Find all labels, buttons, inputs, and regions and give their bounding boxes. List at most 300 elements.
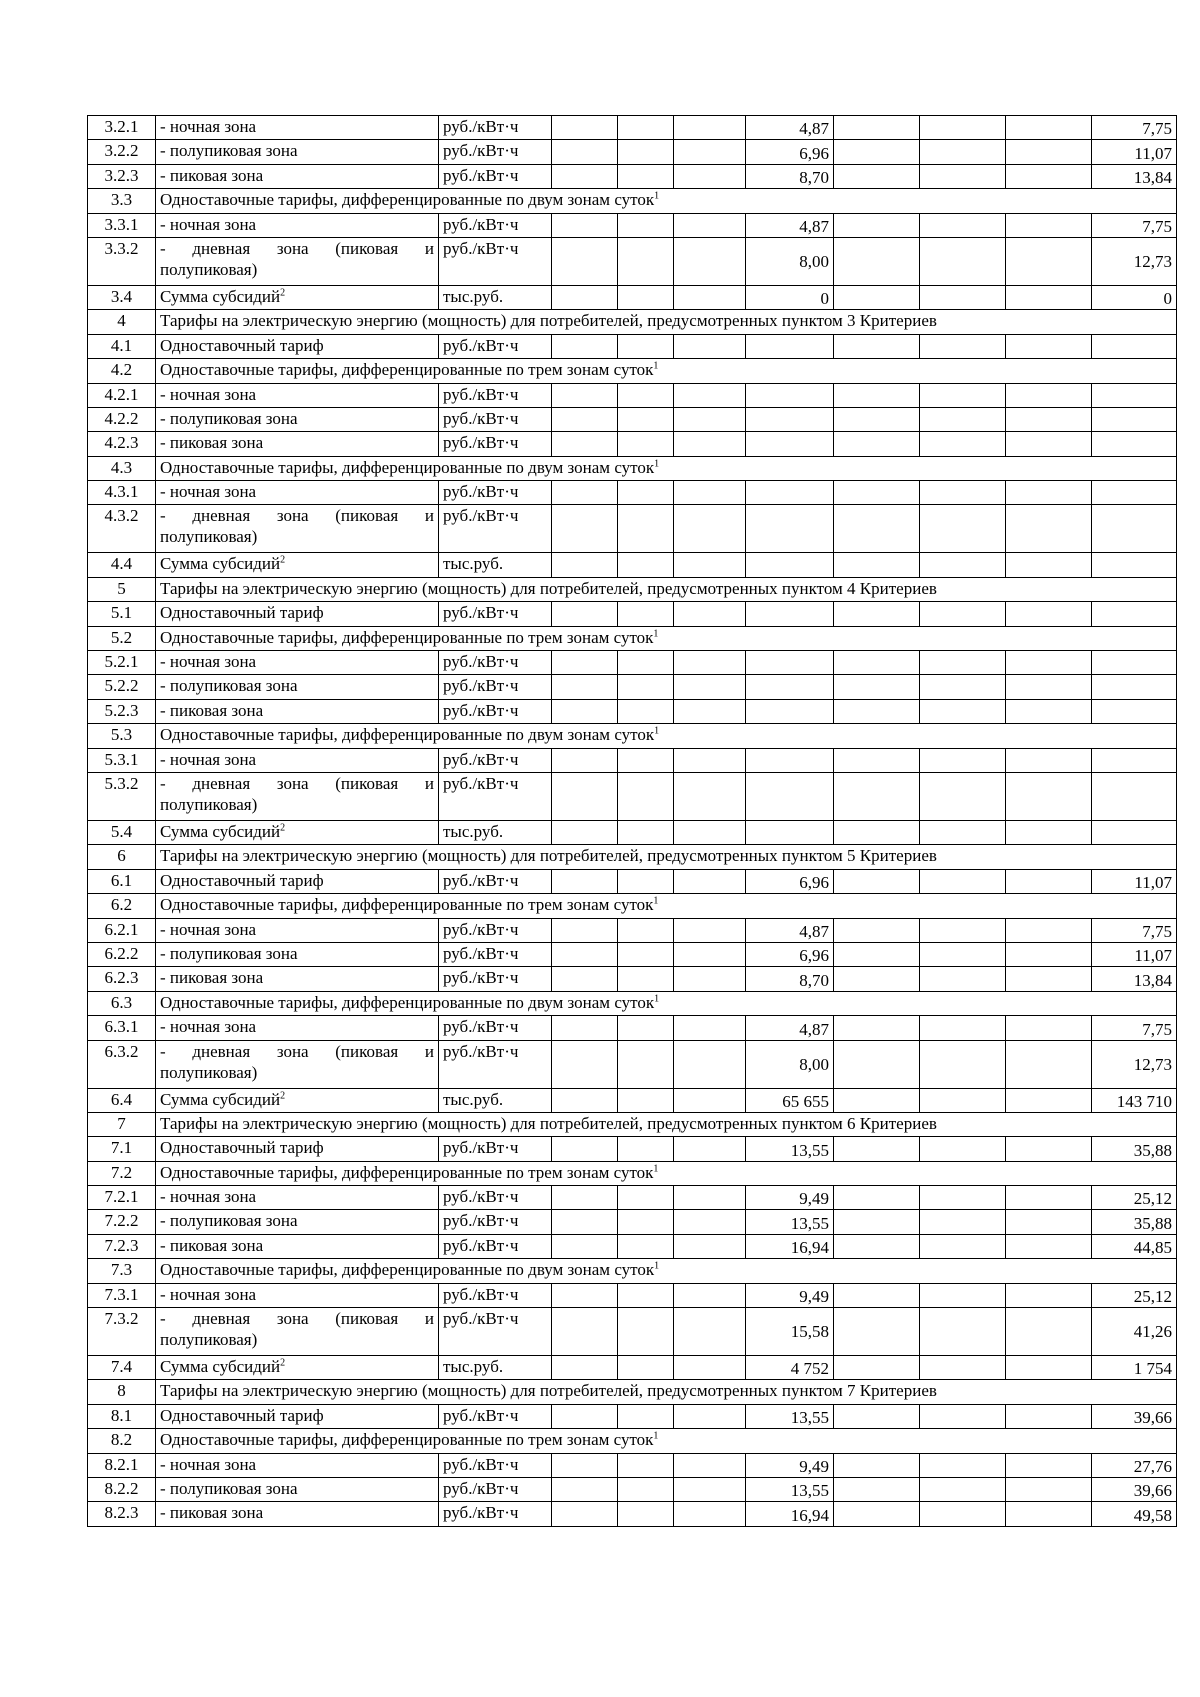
- empty-cell: [674, 1186, 746, 1210]
- empty-cell: [1006, 1477, 1092, 1501]
- empty-cell: [674, 651, 746, 675]
- empty-cell: [618, 237, 674, 285]
- row-description: [156, 1137, 439, 1161]
- row-description: [156, 1453, 439, 1477]
- row-description-text: - пиковая зона: [160, 1235, 264, 1255]
- value-cell-first: [746, 1210, 834, 1234]
- empty-cell: [920, 116, 1006, 140]
- section-title-text: Одноставочные тарифы, дифференцированные по двум зонам суток: [160, 457, 655, 477]
- unit-cell-text: руб./кВт·ч: [443, 1041, 519, 1061]
- empty-cell: [834, 1210, 920, 1234]
- unit-cell: [439, 748, 552, 772]
- empty-cell: [834, 1016, 920, 1040]
- section-row: [88, 1259, 1177, 1283]
- row-description-text: - полупиковая зона: [160, 1478, 298, 1498]
- value-cell-second-text: 143 710: [1116, 1091, 1172, 1111]
- table-row: [88, 213, 1177, 237]
- table-row: [88, 942, 1177, 966]
- section-title-text: Одноставочные тарифы, дифференцированные по трем зонам суток: [160, 1162, 654, 1182]
- unit-cell: [439, 1502, 552, 1526]
- row-number-text: 6.3: [110, 992, 133, 1012]
- unit-cell-text: руб./кВт·ч: [443, 1187, 519, 1207]
- empty-cell: [674, 237, 746, 285]
- value-cell-first-text: 13,55: [790, 1408, 829, 1428]
- table-row: [88, 1404, 1177, 1428]
- row-description: [156, 1234, 439, 1258]
- empty-cell: [674, 407, 746, 431]
- empty-cell: [552, 334, 618, 358]
- row-number-text: 4.3: [110, 457, 133, 477]
- row-description: [156, 334, 439, 358]
- value-cell-first-text: 4,87: [799, 119, 829, 139]
- value-cell-first: [746, 1502, 834, 1526]
- value-cell-second: [1092, 1186, 1177, 1210]
- empty-cell: [834, 553, 920, 577]
- unit-cell: [439, 1453, 552, 1477]
- unit-cell-text: руб./кВт·ч: [443, 773, 519, 793]
- row-number-text: 7.2.3: [104, 1235, 139, 1255]
- value-cell-first: [746, 820, 834, 844]
- row-number: [88, 918, 156, 942]
- section-title: [156, 894, 1177, 918]
- empty-cell: [618, 942, 674, 966]
- row-number: [88, 748, 156, 772]
- value-cell-second-text: 11,07: [1134, 873, 1172, 893]
- row-number-text: 5.3.1: [104, 749, 139, 769]
- row-number: [88, 869, 156, 893]
- section-title: [156, 991, 1177, 1015]
- unit-cell: [439, 1186, 552, 1210]
- unit-cell: [439, 1404, 552, 1428]
- table-row: [88, 334, 1177, 358]
- table-row: [88, 651, 1177, 675]
- section-row: [88, 577, 1177, 601]
- value-cell-second: [1092, 505, 1177, 553]
- empty-cell: [674, 675, 746, 699]
- row-description-text: - полупиковая зона: [160, 408, 298, 428]
- value-cell-first-text: 4 752: [790, 1359, 829, 1379]
- empty-cell: [920, 1040, 1006, 1088]
- empty-cell: [834, 481, 920, 505]
- section-title-text: Тарифы на электрическую энергию (мощность) для потребителей, предусмотренных пунктом 4 Критериев: [160, 578, 937, 598]
- row-number-text: 5.4: [110, 821, 133, 841]
- section-title-text: Тарифы на электрическую энергию (мощность) для потребителей, предусмотренных пунктом 6 Критериев: [160, 1113, 937, 1133]
- empty-cell: [618, 334, 674, 358]
- value-cell-first: [746, 116, 834, 140]
- unit-cell-text: руб./кВт·ч: [443, 165, 519, 185]
- value-cell-first-text: 13,55: [790, 1213, 829, 1233]
- empty-cell: [552, 285, 618, 309]
- section-row: [88, 359, 1177, 383]
- row-number: [88, 1453, 156, 1477]
- empty-cell: [674, 140, 746, 164]
- empty-cell: [1006, 432, 1092, 456]
- section-row: [88, 456, 1177, 480]
- table-row: [88, 1283, 1177, 1307]
- empty-cell: [552, 407, 618, 431]
- empty-cell: [552, 1404, 618, 1428]
- value-cell-first: [746, 675, 834, 699]
- unit-cell-text: руб./кВт·ч: [443, 1454, 519, 1474]
- empty-cell: [552, 1308, 618, 1356]
- table-row: [88, 869, 1177, 893]
- section-row: [88, 991, 1177, 1015]
- empty-cell: [674, 869, 746, 893]
- row-number-text: 8: [117, 1381, 126, 1401]
- table-row: [88, 1453, 1177, 1477]
- row-description-text: - дневная зона (пиковая и полупиковая): [160, 1309, 434, 1350]
- table-row: [88, 140, 1177, 164]
- table-row: [88, 285, 1177, 309]
- empty-cell: [920, 164, 1006, 188]
- value-cell-second-text: 13,84: [1133, 970, 1172, 990]
- empty-cell: [1006, 772, 1092, 820]
- value-cell-first: [746, 334, 834, 358]
- empty-cell: [552, 1502, 618, 1526]
- empty-cell: [834, 869, 920, 893]
- empty-cell: [618, 651, 674, 675]
- value-cell-second: [1092, 675, 1177, 699]
- empty-cell: [920, 1016, 1006, 1040]
- unit-cell-text: тыс.руб.: [443, 286, 504, 306]
- row-number-text: 6.3.2: [104, 1041, 139, 1061]
- row-number-text: 7.2.1: [104, 1187, 139, 1207]
- section-row: [88, 1380, 1177, 1404]
- empty-cell: [834, 1283, 920, 1307]
- empty-cell: [618, 1477, 674, 1501]
- unit-cell-text: руб./кВт·ч: [443, 408, 519, 428]
- empty-cell: [920, 1210, 1006, 1234]
- empty-cell: [674, 699, 746, 723]
- empty-cell: [920, 675, 1006, 699]
- row-number: [88, 407, 156, 431]
- row-number: [88, 724, 156, 748]
- value-cell-first: [746, 505, 834, 553]
- table-row: [88, 1234, 1177, 1258]
- row-description: [156, 140, 439, 164]
- empty-cell: [552, 1477, 618, 1501]
- empty-cell: [834, 237, 920, 285]
- section-title: [156, 1259, 1177, 1283]
- footnote-marker: 2: [280, 822, 286, 834]
- empty-cell: [1006, 699, 1092, 723]
- row-description-text: - ночная зона: [160, 117, 257, 136]
- row-number-text: 4.4: [110, 554, 133, 574]
- footnote-marker: 1: [653, 360, 659, 372]
- section-row: [88, 189, 1177, 213]
- unit-cell: [439, 383, 552, 407]
- empty-cell: [834, 1477, 920, 1501]
- value-cell-second: [1092, 140, 1177, 164]
- row-number-text: 3.3.2: [104, 238, 139, 258]
- row-number-text: 6.2: [110, 895, 133, 915]
- section-title-text: Одноставочные тарифы, дифференцированные по трем зонам суток: [160, 627, 654, 647]
- table-row: [88, 553, 1177, 577]
- value-cell-first-text: 65 655: [782, 1091, 829, 1111]
- unit-cell: [439, 1477, 552, 1501]
- section-row: [88, 1429, 1177, 1453]
- empty-cell: [552, 772, 618, 820]
- row-number: [88, 1259, 156, 1283]
- empty-cell: [618, 675, 674, 699]
- row-number-text: 4.2.2: [104, 408, 139, 428]
- row-number-text: 5.2.1: [104, 652, 139, 672]
- value-cell-first: [746, 407, 834, 431]
- section-title-text: Одноставочные тарифы, дифференцированные по двум зонам суток: [160, 190, 655, 210]
- value-cell-second-text: 13,84: [1133, 168, 1172, 188]
- empty-cell: [618, 967, 674, 991]
- empty-cell: [920, 481, 1006, 505]
- value-cell-second: [1092, 967, 1177, 991]
- value-cell-second: [1092, 432, 1177, 456]
- empty-cell: [1006, 505, 1092, 553]
- unit-cell-text: руб./кВт·ч: [443, 482, 519, 502]
- value-cell-second-text: 25,12: [1133, 1287, 1172, 1307]
- empty-cell: [618, 699, 674, 723]
- empty-cell: [1006, 1308, 1092, 1356]
- empty-cell: [552, 116, 618, 140]
- row-description: [156, 918, 439, 942]
- value-cell-second-text: 12,73: [1133, 1054, 1172, 1074]
- section-row: [88, 1112, 1177, 1136]
- value-cell-second: [1092, 553, 1177, 577]
- empty-cell: [834, 140, 920, 164]
- value-cell-second: [1092, 1356, 1177, 1380]
- value-cell-first-text: 15,58: [790, 1322, 829, 1342]
- value-cell-second: [1092, 1404, 1177, 1428]
- section-title-text: Одноставочные тарифы, дифференцированные по трем зонам суток: [160, 1430, 654, 1450]
- value-cell-second: [1092, 748, 1177, 772]
- value-cell-second-text: 7,75: [1142, 119, 1172, 139]
- unit-cell: [439, 116, 552, 140]
- section-title: [156, 724, 1177, 748]
- footnote-marker: 1: [654, 725, 660, 737]
- row-description-text: - дневная зона (пиковая и полупиковая): [160, 773, 434, 814]
- empty-cell: [674, 1356, 746, 1380]
- footnote-marker: 2: [280, 1357, 286, 1369]
- empty-cell: [1006, 383, 1092, 407]
- unit-cell: [439, 1283, 552, 1307]
- section-row: [88, 845, 1177, 869]
- unit-cell-text: руб./кВт·ч: [443, 652, 519, 672]
- unit-cell-text: руб./кВт·ч: [443, 700, 519, 720]
- unit-cell: [439, 237, 552, 285]
- value-cell-second: [1092, 1016, 1177, 1040]
- section-title: [156, 1429, 1177, 1453]
- empty-cell: [618, 1308, 674, 1356]
- row-number-text: 6: [117, 846, 126, 866]
- row-description: [156, 1040, 439, 1088]
- row-description-text: - полупиковая зона: [160, 676, 298, 696]
- row-number-text: 6.2.1: [104, 919, 139, 939]
- value-cell-first: [746, 213, 834, 237]
- empty-cell: [834, 1088, 920, 1112]
- empty-cell: [920, 1404, 1006, 1428]
- empty-cell: [552, 1453, 618, 1477]
- row-number-text: 8.2.1: [104, 1454, 139, 1474]
- row-description: [156, 1016, 439, 1040]
- empty-cell: [618, 1016, 674, 1040]
- empty-cell: [674, 1477, 746, 1501]
- empty-cell: [1006, 1088, 1092, 1112]
- empty-cell: [834, 942, 920, 966]
- row-description: [156, 1404, 439, 1428]
- section-title: [156, 1380, 1177, 1404]
- table-row: [88, 432, 1177, 456]
- value-cell-second: [1092, 481, 1177, 505]
- row-description: [156, 820, 439, 844]
- empty-cell: [618, 748, 674, 772]
- unit-cell-text: тыс.руб.: [443, 1357, 504, 1377]
- table-row: [88, 772, 1177, 820]
- value-cell-second: [1092, 1210, 1177, 1234]
- empty-cell: [552, 942, 618, 966]
- row-description: [156, 1186, 439, 1210]
- empty-cell: [618, 383, 674, 407]
- value-cell-second: [1092, 285, 1177, 309]
- row-description: [156, 772, 439, 820]
- empty-cell: [552, 869, 618, 893]
- row-number-text: 6.3.1: [104, 1017, 139, 1037]
- row-number-text: 6.4: [110, 1089, 133, 1109]
- empty-cell: [920, 1137, 1006, 1161]
- section-title-text: Одноставочные тарифы, дифференцированные по двум зонам суток: [160, 992, 655, 1012]
- value-cell-second: [1092, 942, 1177, 966]
- unit-cell-text: тыс.руб.: [443, 554, 504, 574]
- unit-cell: [439, 1137, 552, 1161]
- unit-cell: [439, 1016, 552, 1040]
- empty-cell: [618, 505, 674, 553]
- row-number-text: 3.3.1: [104, 214, 139, 234]
- table-row: [88, 1356, 1177, 1380]
- row-number: [88, 1234, 156, 1258]
- value-cell-first: [746, 140, 834, 164]
- row-description: [156, 285, 439, 309]
- row-description-text: - ночная зона: [160, 384, 257, 404]
- row-number: [88, 675, 156, 699]
- empty-cell: [920, 772, 1006, 820]
- section-title-text: Одноставочные тарифы, дифференцированные по трем зонам суток: [160, 895, 654, 915]
- empty-cell: [920, 1308, 1006, 1356]
- unit-cell-text: руб./кВт·ч: [443, 676, 519, 696]
- empty-cell: [834, 1137, 920, 1161]
- empty-cell: [834, 164, 920, 188]
- row-number-text: 6.2.2: [104, 943, 139, 963]
- empty-cell: [920, 1453, 1006, 1477]
- unit-cell-text: руб./кВт·ч: [443, 1309, 519, 1329]
- row-number: [88, 432, 156, 456]
- row-description: [156, 237, 439, 285]
- table-row: [88, 1477, 1177, 1501]
- empty-cell: [618, 772, 674, 820]
- empty-cell: [1006, 1502, 1092, 1526]
- empty-cell: [674, 116, 746, 140]
- row-number-text: 6.1: [110, 870, 133, 890]
- value-cell-first: [746, 1088, 834, 1112]
- row-description-text: - полупиковая зона: [160, 141, 298, 161]
- empty-cell: [674, 505, 746, 553]
- empty-cell: [618, 1137, 674, 1161]
- row-number: [88, 820, 156, 844]
- empty-cell: [834, 1308, 920, 1356]
- empty-cell: [920, 1502, 1006, 1526]
- empty-cell: [674, 1234, 746, 1258]
- row-number-text: 7.4: [110, 1357, 133, 1377]
- row-description-text: Сумма субсидий: [160, 554, 281, 574]
- empty-cell: [674, 383, 746, 407]
- value-cell-first-text: 9,49: [799, 1456, 829, 1476]
- empty-cell: [834, 1186, 920, 1210]
- empty-cell: [834, 505, 920, 553]
- value-cell-first: [746, 1283, 834, 1307]
- empty-cell: [834, 285, 920, 309]
- footnote-marker: 1: [653, 895, 659, 907]
- empty-cell: [920, 748, 1006, 772]
- empty-cell: [618, 213, 674, 237]
- unit-cell-text: руб./кВт·ч: [443, 919, 519, 939]
- row-number: [88, 1016, 156, 1040]
- row-number-text: 7.3: [110, 1260, 133, 1280]
- row-description-text: - ночная зона: [160, 919, 257, 939]
- row-number-text: 3.2.3: [104, 165, 139, 185]
- row-number: [88, 1502, 156, 1526]
- empty-cell: [920, 942, 1006, 966]
- unit-cell: [439, 699, 552, 723]
- value-cell-first: [746, 164, 834, 188]
- empty-cell: [552, 918, 618, 942]
- empty-cell: [552, 140, 618, 164]
- footnote-marker: 1: [654, 993, 660, 1005]
- row-number: [88, 1356, 156, 1380]
- empty-cell: [834, 116, 920, 140]
- empty-cell: [618, 407, 674, 431]
- unit-cell-text: руб./кВт·ч: [443, 870, 519, 890]
- empty-cell: [1006, 334, 1092, 358]
- empty-cell: [618, 1356, 674, 1380]
- row-description-text: - полупиковая зона: [160, 1211, 298, 1231]
- row-number: [88, 1112, 156, 1136]
- row-description: [156, 699, 439, 723]
- empty-cell: [1006, 481, 1092, 505]
- row-description: [156, 481, 439, 505]
- row-number-text: 4.2: [110, 360, 133, 380]
- empty-cell: [552, 1356, 618, 1380]
- value-cell-first: [746, 1308, 834, 1356]
- row-number-text: 7.2: [110, 1162, 133, 1182]
- empty-cell: [552, 164, 618, 188]
- unit-cell-text: руб./кВт·ч: [443, 384, 519, 404]
- value-cell-first: [746, 942, 834, 966]
- value-cell-second: [1092, 918, 1177, 942]
- row-description-text: Одноставочный тариф: [160, 1138, 324, 1158]
- unit-cell-text: руб./кВт·ч: [443, 1503, 519, 1523]
- row-description: [156, 432, 439, 456]
- unit-cell-text: тыс.руб.: [443, 1089, 504, 1109]
- row-number: [88, 553, 156, 577]
- unit-cell-text: руб./кВт·ч: [443, 603, 519, 623]
- row-number: [88, 942, 156, 966]
- value-cell-second-text: 7,75: [1142, 1019, 1172, 1039]
- empty-cell: [618, 116, 674, 140]
- unit-cell-text: руб./кВт·ч: [443, 117, 519, 136]
- row-description-text: Сумма субсидий: [160, 1089, 281, 1109]
- unit-cell: [439, 675, 552, 699]
- empty-cell: [674, 1137, 746, 1161]
- empty-cell: [674, 1453, 746, 1477]
- row-number: [88, 602, 156, 626]
- row-number-text: 5.2.3: [104, 700, 139, 720]
- row-number-text: 4.1: [110, 335, 133, 355]
